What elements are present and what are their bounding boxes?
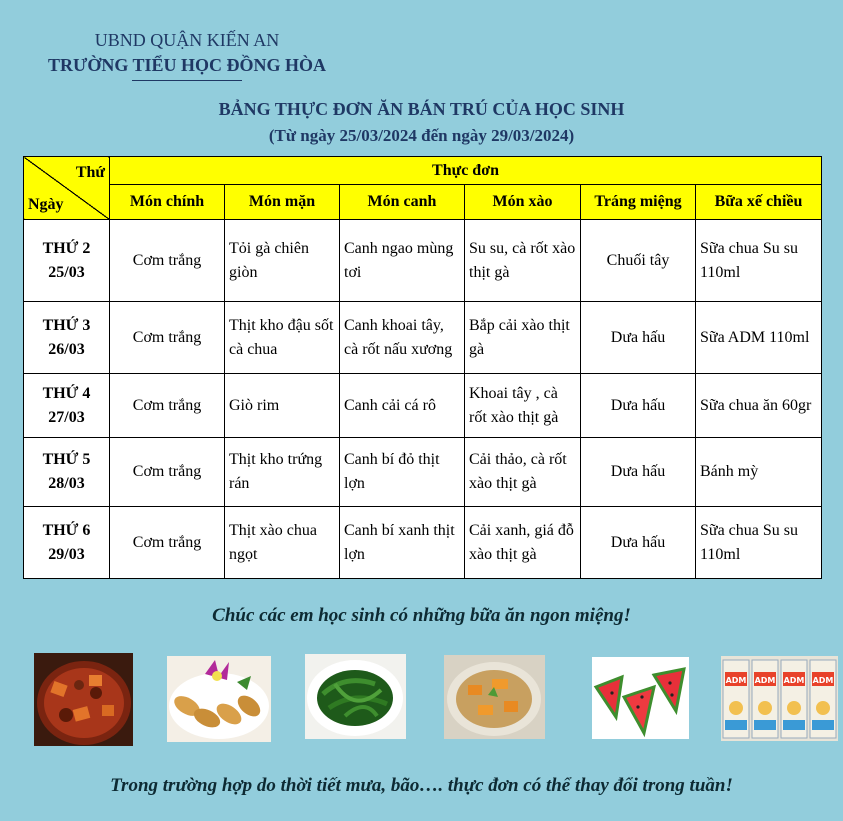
table-row [24, 302, 822, 374]
school-name: TRƯỜNG TIỂU HỌC ĐỒNG HÒA [47, 55, 327, 75]
col-header: Bữa xế chiều [696, 185, 822, 220]
school-header [22, 28, 352, 81]
menu-cell: Cơm trắng [110, 438, 225, 507]
day-label: THỨ 3 [42, 316, 91, 334]
day-label: THỨ 5 [42, 451, 91, 468]
table-row [24, 438, 822, 507]
beef-stew-photo [34, 653, 133, 746]
stir-fried-greens-image [305, 654, 406, 739]
day-label: THỨ 6 [42, 521, 91, 539]
day-label: THỨ 4 [42, 384, 91, 402]
menu-cell: Sữa chua Su su 110ml [696, 220, 822, 302]
carton-label: ADM [754, 676, 776, 685]
day-date: 28/03 [48, 475, 85, 492]
wish-message: Chúc các em học sinh có những bữa ăn ngon miệng! [212, 605, 631, 626]
title-block [0, 96, 843, 150]
group-header: Thực đơn [110, 157, 822, 185]
district-name: UBND QUẬN KIẾN AN [94, 30, 280, 50]
table-row [24, 374, 822, 438]
watermelon-photo [592, 657, 689, 739]
day-cell [24, 302, 110, 374]
col-header: Món chính [110, 185, 225, 220]
menu-cell: Canh cải cá rô [340, 374, 465, 438]
menu-cell: Thịt kho trứng rán [225, 438, 340, 507]
pumpkin-soup-image [444, 655, 545, 739]
menu-cell: Thịt xào chua ngọt [225, 507, 340, 579]
adm-milk-photo [721, 656, 838, 741]
col-header: Món xào [465, 185, 581, 220]
watermelon-image [592, 657, 689, 739]
menu-cell: Sữa chua Su su 110ml [696, 507, 822, 579]
menu-cell: Cơm trắng [110, 302, 225, 374]
day-date: 29/03 [48, 545, 85, 563]
weather-note: Trong trường hợp do thời tiết mưa, bão…. thực đơn có thể thay đổi trong tuần! [110, 775, 733, 796]
menu-cell: Tỏi gà chiên giòn [225, 220, 340, 302]
stir-fried-greens-photo [305, 654, 406, 739]
day-cell [24, 374, 110, 438]
corner-label-ngay: Ngày [28, 196, 64, 213]
menu-cell: Thịt kho đậu sốt cà chua [225, 302, 340, 374]
adm-milk-image [721, 656, 838, 741]
menu-table [23, 156, 822, 579]
carton-label: ADM [812, 676, 834, 685]
menu-cell: Dưa hấu [581, 438, 696, 507]
menu-cell: Khoai tây , cà rốt xào thịt gà [465, 374, 581, 438]
page-title: BẢNG THỰC ĐƠN ĂN BÁN TRÚ CỦA HỌC SINH [218, 99, 625, 119]
menu-cell: Sữa chua ăn 60gr [696, 374, 822, 438]
menu-cell: Cải thảo, cà rốt xào thịt gà [465, 438, 581, 507]
col-header: Món mặn [225, 185, 340, 220]
day-date: 25/03 [48, 263, 85, 281]
day-cell [24, 507, 110, 579]
pumpkin-soup-photo [444, 655, 545, 739]
day-label: THỨ 2 [42, 239, 91, 257]
menu-cell: Cơm trắng [110, 374, 225, 438]
beef-stew-image [34, 653, 133, 746]
table-row [24, 507, 822, 579]
menu-cell: Su su, cà rốt xào thịt gà [465, 220, 581, 302]
menu-cell: Chuối tây [581, 220, 696, 302]
day-cell [24, 438, 110, 507]
col-header: Tráng miệng [581, 185, 696, 220]
corner-label-thu: Thứ [75, 164, 105, 181]
day-date: 27/03 [48, 408, 85, 426]
corner-cell [24, 157, 110, 220]
fried-chicken-image [167, 656, 271, 742]
menu-cell: Cơm trắng [110, 507, 225, 579]
header-divider [132, 80, 242, 81]
menu-cell: Dưa hấu [581, 374, 696, 438]
date-range: (Từ ngày 25/03/2024 đến ngày 29/03/2024) [268, 126, 575, 145]
menu-cell: Canh khoai tây, cà rốt nấu xương [340, 302, 465, 374]
menu-cell: Canh bí đỏ thịt lợn [340, 438, 465, 507]
menu-cell: Canh ngao mùng tơi [340, 220, 465, 302]
menu-cell: Dưa hấu [581, 302, 696, 374]
menu-cell: Bắp cải xào thịt gà [465, 302, 581, 374]
menu-cell: Cải xanh, giá đỗ xào thịt gà [465, 507, 581, 579]
carton-label: ADM [783, 676, 805, 685]
menu-cell: Canh bí xanh thịt lợn [340, 507, 465, 579]
menu-cell: Bánh mỳ [696, 438, 822, 507]
carton-label: ADM [725, 676, 747, 685]
table-row [24, 220, 822, 302]
menu-cell: Sữa ADM 110ml [696, 302, 822, 374]
day-cell [24, 220, 110, 302]
day-date: 26/03 [48, 340, 85, 358]
menu-cell: Cơm trắng [110, 220, 225, 302]
fried-chicken-photo [167, 656, 271, 742]
menu-cell: Dưa hấu [581, 507, 696, 579]
col-header: Món canh [340, 185, 465, 220]
menu-cell: Giò rim [225, 374, 340, 438]
